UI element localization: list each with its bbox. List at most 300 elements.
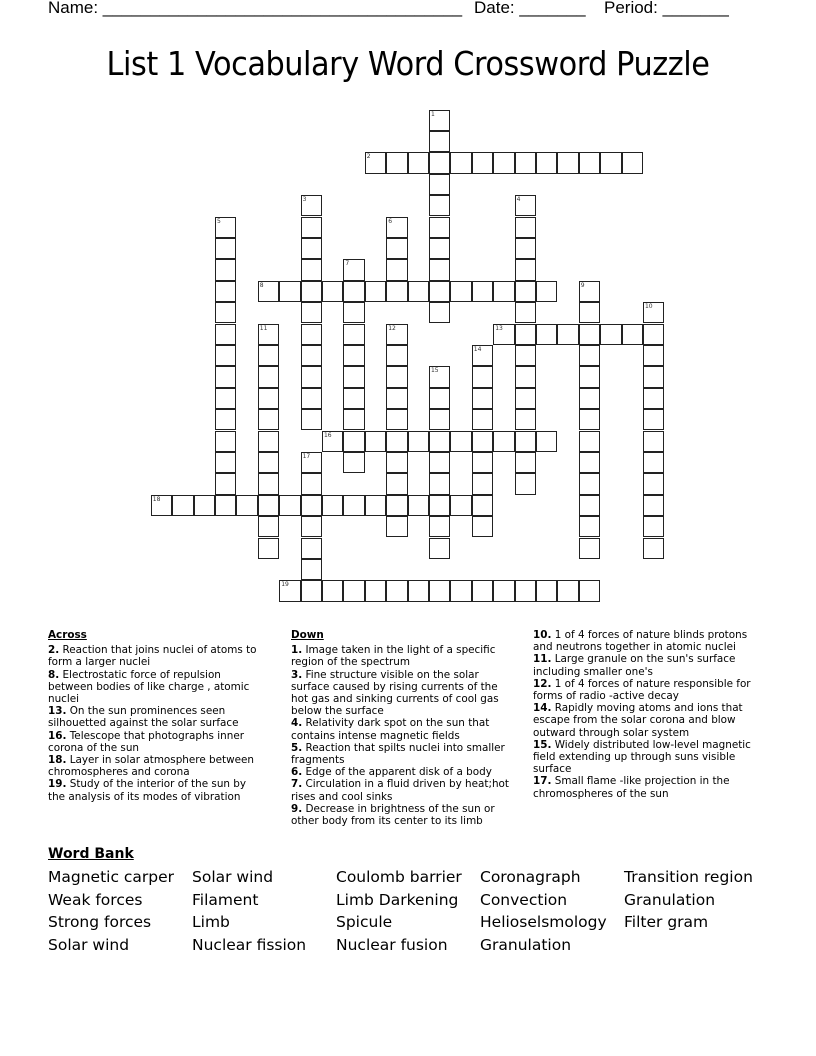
clue-number: 1 bbox=[430, 110, 435, 118]
grid-cell[interactable] bbox=[429, 580, 450, 601]
date-field[interactable]: Date: _______ bbox=[474, 0, 586, 17]
down-heading: Down bbox=[291, 629, 324, 641]
clue-number: 19 bbox=[281, 581, 289, 589]
clue-number: 19. bbox=[48, 778, 67, 791]
down-clue bbox=[291, 669, 516, 718]
grid-cell[interactable] bbox=[215, 473, 236, 494]
across-clue bbox=[48, 644, 266, 668]
page-title: List 1 Vocabulary Word Crossword Puzzle bbox=[106, 44, 710, 83]
grid-cell[interactable] bbox=[408, 495, 429, 516]
clue-number: 8 bbox=[259, 281, 264, 289]
grid-cell[interactable] bbox=[429, 281, 450, 302]
grid-cell[interactable] bbox=[579, 388, 600, 409]
word-bank-item: Helioselsmology bbox=[480, 913, 607, 932]
grid-cell[interactable] bbox=[600, 324, 621, 345]
word-bank-column bbox=[48, 866, 174, 956]
grid-cell[interactable] bbox=[643, 324, 664, 345]
grid-cell[interactable] bbox=[643, 409, 664, 430]
grid-cell[interactable] bbox=[643, 516, 664, 537]
grid-cell[interactable] bbox=[258, 366, 279, 387]
clue-text: Decrease in brightness of the sun or other body from its center to its limb bbox=[291, 802, 495, 828]
grid-cell[interactable] bbox=[472, 345, 493, 366]
clue-number: 7 bbox=[345, 260, 350, 268]
grid-cell[interactable] bbox=[301, 281, 322, 302]
grid-cell[interactable] bbox=[386, 152, 407, 173]
grid-cell[interactable] bbox=[215, 324, 236, 345]
grid-cell[interactable] bbox=[429, 538, 450, 559]
grid-cell[interactable] bbox=[215, 388, 236, 409]
grid-cell[interactable] bbox=[343, 431, 364, 452]
clue-number: 2. bbox=[48, 644, 60, 657]
clue-number: 2 bbox=[366, 153, 371, 161]
grid-cell[interactable] bbox=[493, 152, 514, 173]
clue-text: Reaction that joins nuclei of atoms to form a larger nuclei bbox=[48, 644, 257, 669]
grid-cell[interactable] bbox=[515, 238, 536, 259]
grid-cell[interactable] bbox=[215, 238, 236, 259]
grid-cell[interactable] bbox=[365, 281, 386, 302]
grid-cell[interactable] bbox=[515, 366, 536, 387]
grid-cell[interactable] bbox=[343, 281, 364, 302]
clue-number: 17 bbox=[302, 452, 311, 460]
down-clue bbox=[533, 775, 768, 799]
grid-cell[interactable] bbox=[429, 516, 450, 537]
word-bank-item: Convection bbox=[480, 890, 568, 909]
grid-cell[interactable] bbox=[258, 281, 279, 302]
grid-cell[interactable] bbox=[386, 388, 407, 409]
grid-cell[interactable] bbox=[215, 259, 236, 280]
grid-cell[interactable] bbox=[493, 281, 514, 302]
grid-cell[interactable] bbox=[343, 259, 364, 280]
grid-cell[interactable] bbox=[472, 580, 493, 601]
grid-cell[interactable] bbox=[493, 431, 514, 452]
clue-number: 7. bbox=[291, 778, 303, 791]
down-clue bbox=[533, 702, 768, 739]
grid-cell[interactable] bbox=[429, 152, 450, 173]
grid-cell[interactable] bbox=[515, 452, 536, 473]
word-bank-item: Nuclear fission bbox=[192, 935, 307, 954]
grid-cell[interactable] bbox=[215, 345, 236, 366]
grid-cell[interactable] bbox=[151, 495, 172, 516]
clue-text: Layer in solar atmosphere between chromospheres and corona bbox=[48, 754, 254, 779]
clue-text: Fine structure visible on the solar surface caused by rising currents of the hot gas and sinking currents of cool gas below the surface bbox=[291, 668, 499, 718]
clue-number: 5 bbox=[216, 217, 221, 225]
grid-cell[interactable] bbox=[279, 495, 300, 516]
clue-number: 11 bbox=[259, 324, 268, 332]
clue-number: 14 bbox=[473, 345, 482, 353]
grid-cell[interactable] bbox=[343, 495, 364, 516]
grid-cell[interactable] bbox=[557, 152, 578, 173]
grid-cell[interactable] bbox=[515, 388, 536, 409]
clue-number: 1. bbox=[291, 644, 303, 657]
word-bank-item: Weak forces bbox=[48, 890, 143, 909]
grid-cell[interactable] bbox=[386, 217, 407, 238]
grid-cell[interactable] bbox=[579, 580, 600, 601]
grid-cell[interactable] bbox=[301, 324, 322, 345]
across-clue bbox=[48, 730, 266, 754]
period-field[interactable]: Period: _______ bbox=[604, 0, 729, 17]
down-clue bbox=[533, 653, 768, 677]
grid-cell[interactable] bbox=[579, 538, 600, 559]
grid-cell[interactable] bbox=[643, 431, 664, 452]
grid-cell[interactable] bbox=[386, 580, 407, 601]
word-bank-item: Filament bbox=[192, 890, 259, 909]
grid-cell[interactable] bbox=[258, 409, 279, 430]
grid-cell[interactable] bbox=[429, 259, 450, 280]
clue-number: 9 bbox=[580, 281, 585, 289]
grid-cell[interactable] bbox=[386, 366, 407, 387]
across-clue bbox=[48, 669, 266, 706]
grid-cell[interactable] bbox=[408, 431, 429, 452]
grid-cell[interactable] bbox=[258, 431, 279, 452]
grid-cell[interactable] bbox=[472, 452, 493, 473]
down-clue bbox=[291, 742, 516, 766]
grid-cell[interactable] bbox=[258, 538, 279, 559]
word-bank-item: Coronagraph bbox=[480, 868, 581, 886]
grid-cell[interactable] bbox=[301, 538, 322, 559]
clue-number: 13 bbox=[495, 324, 503, 332]
grid-cell[interactable] bbox=[429, 110, 450, 131]
across-clue bbox=[48, 705, 266, 729]
grid-cell[interactable] bbox=[429, 431, 450, 452]
grid-cell[interactable] bbox=[450, 580, 471, 601]
word-bank-column bbox=[480, 866, 607, 956]
grid-cell[interactable] bbox=[301, 259, 322, 280]
grid-cell[interactable] bbox=[365, 152, 386, 173]
word-bank-item: Granulation bbox=[480, 935, 572, 954]
clue-number: 10 bbox=[644, 303, 653, 311]
across-clue bbox=[48, 754, 266, 778]
grid-cell[interactable] bbox=[215, 281, 236, 302]
grid-cell[interactable] bbox=[450, 281, 471, 302]
clue-number: 11. bbox=[533, 653, 552, 666]
grid-cell[interactable] bbox=[579, 452, 600, 473]
grid-cell[interactable] bbox=[258, 388, 279, 409]
grid-cell[interactable] bbox=[386, 259, 407, 280]
grid-cell[interactable] bbox=[343, 388, 364, 409]
grid-cell[interactable] bbox=[343, 409, 364, 430]
grid-cell[interactable] bbox=[429, 473, 450, 494]
grid-cell[interactable] bbox=[515, 345, 536, 366]
grid-cell[interactable] bbox=[515, 217, 536, 238]
grid-cell[interactable] bbox=[279, 281, 300, 302]
down-clue bbox=[291, 803, 516, 827]
grid-cell[interactable] bbox=[386, 452, 407, 473]
grid-cell[interactable] bbox=[301, 559, 322, 580]
word-bank-item: Transition region bbox=[624, 868, 753, 886]
grid-cell[interactable] bbox=[515, 259, 536, 280]
word-bank-item: Filter gram bbox=[624, 913, 709, 932]
grid-cell[interactable] bbox=[215, 431, 236, 452]
grid-cell[interactable] bbox=[472, 388, 493, 409]
grid-cell[interactable] bbox=[515, 195, 536, 216]
grid-cell[interactable] bbox=[515, 324, 536, 345]
grid-cell[interactable] bbox=[343, 302, 364, 323]
grid-cell[interactable] bbox=[579, 431, 600, 452]
grid-cell[interactable] bbox=[215, 366, 236, 387]
grid-cell[interactable] bbox=[322, 431, 343, 452]
grid-cell[interactable] bbox=[301, 388, 322, 409]
down-clue bbox=[533, 629, 768, 653]
grid-cell[interactable] bbox=[429, 131, 450, 152]
grid-cell[interactable] bbox=[343, 345, 364, 366]
grid-cell[interactable] bbox=[215, 409, 236, 430]
clue-text: Circulation in a fluid driven by heat;hot rises and cool sinks bbox=[291, 778, 509, 803]
clue-text: Widely distributed low-level magnetic field extending up through suns visible surface bbox=[533, 738, 751, 776]
grid-cell[interactable] bbox=[258, 473, 279, 494]
clue-text: Rapidly moving atoms and ions that escape from the solar corona and blow outward through solar system bbox=[533, 702, 743, 739]
grid-cell[interactable] bbox=[365, 431, 386, 452]
grid-cell[interactable] bbox=[472, 366, 493, 387]
clue-text: Study of the interior of the sun by the analysis of its modes of vibration bbox=[48, 778, 247, 803]
grid-cell[interactable] bbox=[386, 495, 407, 516]
grid-cell[interactable] bbox=[343, 452, 364, 473]
clue-number: 12 bbox=[388, 324, 396, 332]
grid-cell[interactable] bbox=[215, 217, 236, 238]
grid-cell[interactable] bbox=[301, 217, 322, 238]
clue-number: 3 bbox=[302, 196, 307, 204]
clue-number: 16 bbox=[323, 431, 332, 439]
grid-cell[interactable] bbox=[643, 452, 664, 473]
clue-text: Reaction that spilts nuclei into smaller fragments bbox=[291, 741, 505, 767]
grid-cell[interactable] bbox=[579, 345, 600, 366]
clue-number: 18. bbox=[48, 754, 67, 767]
clue-number: 15 bbox=[430, 367, 439, 375]
clue-number: 14. bbox=[533, 702, 552, 715]
word-bank-column bbox=[624, 866, 753, 934]
grid-cell[interactable] bbox=[386, 238, 407, 259]
grid-cell[interactable] bbox=[450, 495, 471, 516]
grid-cell[interactable] bbox=[429, 174, 450, 195]
grid-cell[interactable] bbox=[386, 431, 407, 452]
grid-cell[interactable] bbox=[515, 580, 536, 601]
grid-cell[interactable] bbox=[557, 324, 578, 345]
across-clue bbox=[48, 778, 266, 802]
clue-number: 17. bbox=[533, 775, 552, 788]
grid-cell[interactable] bbox=[536, 431, 557, 452]
clue-number: 3. bbox=[291, 668, 303, 681]
grid-cell[interactable] bbox=[536, 580, 557, 601]
clue-number: 6. bbox=[291, 766, 303, 779]
word-bank-item: Coulomb barrier bbox=[336, 868, 462, 886]
name-field[interactable]: Name: ______________________________________ bbox=[48, 0, 463, 17]
grid-cell[interactable] bbox=[258, 345, 279, 366]
grid-cell[interactable] bbox=[365, 495, 386, 516]
clue-text: Large granule on the sun's surface including smaller one's bbox=[533, 653, 736, 678]
grid-cell[interactable] bbox=[429, 302, 450, 323]
grid-cell[interactable] bbox=[515, 431, 536, 452]
grid-cell[interactable] bbox=[472, 281, 493, 302]
down-clues-col1 bbox=[291, 629, 516, 827]
down-clue bbox=[533, 678, 768, 702]
word-bank-column bbox=[336, 866, 462, 956]
grid-cell[interactable] bbox=[301, 452, 322, 473]
word-bank-item: Solar wind bbox=[192, 868, 274, 886]
grid-cell[interactable] bbox=[386, 409, 407, 430]
clue-number: 8. bbox=[48, 668, 60, 681]
grid-cell[interactable] bbox=[643, 473, 664, 494]
grid-cell[interactable] bbox=[472, 431, 493, 452]
grid-cell[interactable] bbox=[472, 516, 493, 537]
clue-text: Edge of the apparent disk of a body bbox=[302, 766, 492, 779]
clue-number: 6 bbox=[388, 217, 393, 225]
grid-cell[interactable] bbox=[258, 495, 279, 516]
grid-cell[interactable] bbox=[322, 281, 343, 302]
grid-cell[interactable] bbox=[301, 409, 322, 430]
grid-cell[interactable] bbox=[579, 495, 600, 516]
across-clues bbox=[48, 629, 266, 803]
clue-number: 5. bbox=[291, 741, 303, 754]
word-bank-item: Spicule bbox=[336, 913, 393, 932]
grid-cell[interactable] bbox=[515, 409, 536, 430]
grid-cell[interactable] bbox=[301, 473, 322, 494]
grid-cell[interactable] bbox=[301, 366, 322, 387]
grid-cell[interactable] bbox=[408, 152, 429, 173]
clue-number: 9. bbox=[291, 802, 303, 815]
word-bank-item: Solar wind bbox=[48, 935, 130, 954]
grid-cell[interactable] bbox=[472, 152, 493, 173]
word-bank-heading: Word Bank bbox=[48, 846, 134, 862]
clue-number: 10. bbox=[533, 629, 552, 641]
grid-cell[interactable] bbox=[429, 409, 450, 430]
grid-cell[interactable] bbox=[301, 345, 322, 366]
grid-cell[interactable] bbox=[515, 302, 536, 323]
clue-number: 15. bbox=[533, 738, 552, 751]
grid-cell[interactable] bbox=[579, 302, 600, 323]
clue-text: Image taken in the light of a specific region of the spectrum bbox=[291, 644, 496, 669]
grid-cell[interactable] bbox=[236, 495, 257, 516]
clue-number: 16. bbox=[48, 729, 67, 742]
grid-cell[interactable] bbox=[258, 324, 279, 345]
grid-cell[interactable] bbox=[429, 452, 450, 473]
grid-cell[interactable] bbox=[215, 302, 236, 323]
word-bank-item: Nuclear fusion bbox=[336, 935, 448, 954]
clue-number: 12. bbox=[533, 677, 552, 690]
down-clue bbox=[291, 778, 516, 802]
grid-cell[interactable] bbox=[258, 452, 279, 473]
grid-cell[interactable] bbox=[515, 281, 536, 302]
grid-cell[interactable] bbox=[215, 495, 236, 516]
word-bank-column bbox=[192, 866, 306, 956]
grid-cell[interactable] bbox=[536, 324, 557, 345]
clue-text: Small flame -like projection in the chromospheres of the sun bbox=[533, 775, 730, 800]
clue-text: Relativity dark spot on the sun that contains intense magnetic fields bbox=[291, 717, 490, 742]
grid-cell[interactable] bbox=[343, 580, 364, 601]
grid-cell[interactable] bbox=[301, 580, 322, 601]
grid-cell[interactable] bbox=[450, 431, 471, 452]
grid-cell[interactable] bbox=[536, 281, 557, 302]
grid-cell[interactable] bbox=[472, 409, 493, 430]
grid-cell[interactable] bbox=[515, 473, 536, 494]
grid-cell[interactable] bbox=[600, 152, 621, 173]
grid-cell[interactable] bbox=[322, 580, 343, 601]
word-bank-item: Granulation bbox=[624, 890, 716, 909]
word-bank-item: Strong forces bbox=[48, 913, 152, 932]
word-bank-item: Limb Darkening bbox=[336, 890, 459, 909]
clue-number: 4. bbox=[291, 717, 303, 730]
grid-cell[interactable] bbox=[472, 473, 493, 494]
grid-cell[interactable] bbox=[301, 195, 322, 216]
grid-cell[interactable] bbox=[579, 516, 600, 537]
grid-cell[interactable] bbox=[429, 366, 450, 387]
down-clue bbox=[291, 766, 516, 778]
grid-cell[interactable] bbox=[429, 195, 450, 216]
grid-cell[interactable] bbox=[643, 388, 664, 409]
grid-cell[interactable] bbox=[408, 580, 429, 601]
clue-text: 1 of 4 forces of nature blinds protons and neutrons together in atomic nuclei bbox=[533, 629, 748, 654]
grid-cell[interactable] bbox=[386, 345, 407, 366]
grid-cell[interactable] bbox=[386, 281, 407, 302]
grid-cell[interactable] bbox=[429, 495, 450, 516]
grid-cell[interactable] bbox=[172, 495, 193, 516]
grid-cell[interactable] bbox=[215, 452, 236, 473]
grid-cell[interactable] bbox=[322, 495, 343, 516]
grid-cell[interactable] bbox=[386, 324, 407, 345]
grid-cell[interactable] bbox=[301, 302, 322, 323]
grid-cell[interactable] bbox=[429, 388, 450, 409]
down-clues-col2 bbox=[533, 629, 768, 800]
grid-cell[interactable] bbox=[493, 580, 514, 601]
clue-text: Electrostatic force of repulsion between bodies of like charge , atomic nuclei bbox=[48, 668, 250, 706]
clue-text: Telescope that photographs inner corona of the sun bbox=[48, 729, 244, 754]
grid-cell[interactable] bbox=[493, 324, 514, 345]
down-clue bbox=[533, 739, 768, 776]
word-bank-item: Magnetic carper bbox=[48, 868, 175, 886]
grid-cell[interactable] bbox=[515, 152, 536, 173]
grid-cell[interactable] bbox=[579, 152, 600, 173]
down-clue bbox=[291, 644, 516, 668]
across-heading: Across bbox=[48, 629, 87, 641]
grid-cell[interactable] bbox=[301, 516, 322, 537]
grid-cell[interactable] bbox=[643, 366, 664, 387]
grid-cell[interactable] bbox=[579, 366, 600, 387]
grid-cell[interactable] bbox=[343, 366, 364, 387]
clue-text: On the sun prominences seen silhouetted against the solar surface bbox=[48, 705, 239, 730]
clue-text: 1 of 4 forces of nature responsible for forms of radio -active decay bbox=[533, 677, 751, 703]
down-clue bbox=[291, 717, 516, 741]
grid-cell[interactable] bbox=[643, 345, 664, 366]
grid-cell[interactable] bbox=[258, 516, 279, 537]
grid-cell[interactable] bbox=[643, 538, 664, 559]
grid-cell[interactable] bbox=[557, 580, 578, 601]
grid-cell[interactable] bbox=[408, 281, 429, 302]
word-bank-item: Limb bbox=[192, 913, 230, 932]
clue-number: 13. bbox=[48, 705, 67, 718]
grid-cell[interactable] bbox=[472, 495, 493, 516]
grid-cell[interactable] bbox=[301, 495, 322, 516]
clue-number: 4 bbox=[516, 196, 521, 204]
grid-cell[interactable] bbox=[429, 217, 450, 238]
grid-cell[interactable] bbox=[365, 580, 386, 601]
grid-cell[interactable] bbox=[343, 324, 364, 345]
grid-cell[interactable] bbox=[643, 495, 664, 516]
grid-cell[interactable] bbox=[536, 152, 557, 173]
grid-cell[interactable] bbox=[386, 473, 407, 494]
grid-cell[interactable] bbox=[579, 409, 600, 430]
grid-cell[interactable] bbox=[622, 324, 643, 345]
clue-number: 18 bbox=[152, 495, 161, 503]
grid-cell[interactable] bbox=[579, 324, 600, 345]
grid-cell[interactable] bbox=[194, 495, 215, 516]
grid-cell[interactable] bbox=[301, 238, 322, 259]
grid-cell[interactable] bbox=[579, 473, 600, 494]
grid-cell[interactable] bbox=[622, 152, 643, 173]
grid-cell[interactable] bbox=[386, 516, 407, 537]
grid-cell[interactable] bbox=[450, 152, 471, 173]
grid-cell[interactable] bbox=[579, 281, 600, 302]
grid-cell[interactable] bbox=[643, 302, 664, 323]
grid-cell[interactable] bbox=[429, 238, 450, 259]
grid-cell[interactable] bbox=[279, 580, 300, 601]
